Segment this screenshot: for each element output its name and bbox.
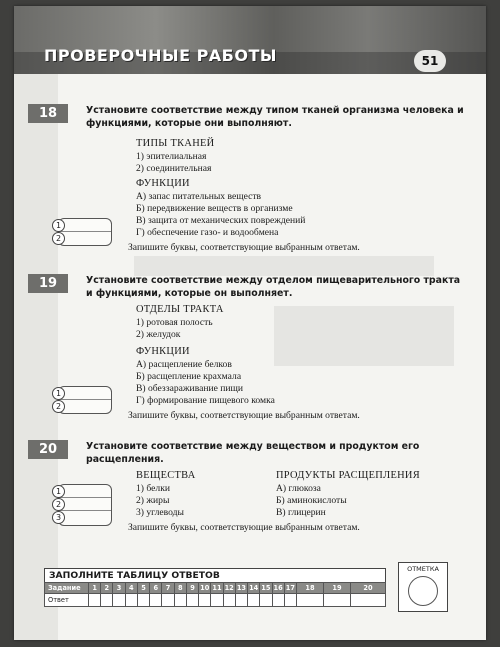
answer-line[interactable] bbox=[59, 498, 111, 511]
page-title: ПРОВЕРОЧНЫЕ РАБОТЫ bbox=[44, 46, 277, 65]
grade-box[interactable] bbox=[398, 562, 448, 612]
q18-left-column bbox=[136, 138, 214, 175]
answer-row-label: Ответ bbox=[45, 594, 89, 607]
answer-cell[interactable] bbox=[324, 594, 351, 607]
answer-cell[interactable] bbox=[297, 594, 324, 607]
task-cell: 1 bbox=[89, 583, 101, 594]
answer-cell[interactable] bbox=[260, 594, 272, 607]
q19-right-column bbox=[136, 346, 275, 407]
q18-right-column bbox=[136, 178, 305, 239]
answer-cell[interactable] bbox=[211, 594, 223, 607]
answer-cell[interactable] bbox=[174, 594, 186, 607]
answer-cell[interactable] bbox=[150, 594, 162, 607]
q19-right-item: А) расщепление белков bbox=[136, 359, 232, 370]
answer-number-2: 2 bbox=[52, 498, 65, 511]
answer-box-18[interactable] bbox=[58, 218, 112, 246]
answer-box-20[interactable] bbox=[58, 484, 112, 526]
q18-right-item: Г) обеспечение газо- и водообмена bbox=[136, 227, 279, 238]
answer-cell[interactable] bbox=[235, 594, 247, 607]
task-cell: 5 bbox=[137, 583, 149, 594]
task-cell: 15 bbox=[261, 584, 271, 592]
show-through bbox=[134, 256, 434, 276]
task-cell: 3 bbox=[113, 583, 125, 594]
q20-right-item: А) глюкоза bbox=[276, 483, 321, 494]
question-text-18: Установите соответствие между типом тканей организма человека и функциями, которые они выполняют. bbox=[86, 105, 464, 129]
answer-line[interactable] bbox=[59, 232, 111, 244]
q20-right-item: Б) аминокислоты bbox=[276, 495, 347, 506]
answer-cell[interactable] bbox=[137, 594, 149, 607]
q18-right-item: А) запас питательных веществ bbox=[136, 191, 262, 202]
answer-cell[interactable] bbox=[351, 594, 386, 607]
answer-cell[interactable] bbox=[162, 594, 174, 607]
q20-left-item: 1) белки bbox=[136, 483, 170, 494]
q19-left-column bbox=[136, 304, 224, 341]
task-row-label: Задание bbox=[45, 583, 89, 594]
answer-number-1: 1 bbox=[52, 485, 65, 498]
grade-label: ОТМЕТКА bbox=[407, 565, 439, 573]
task-cell: 16 bbox=[273, 584, 283, 592]
q19-right-item: Б) расщепление крахмала bbox=[136, 371, 242, 382]
q18-left-item: 1) эпителиальная bbox=[136, 151, 207, 162]
answer-box-19[interactable] bbox=[58, 386, 112, 414]
task-cell: 4 bbox=[125, 583, 137, 594]
q20-right-column bbox=[276, 470, 420, 519]
page-number: 51 bbox=[414, 50, 446, 72]
answer-cell[interactable] bbox=[272, 594, 284, 607]
q19-right-item: Г) формирование пищевого комка bbox=[136, 395, 275, 406]
task-cell: 12 bbox=[224, 584, 234, 592]
q20-left-column bbox=[136, 470, 196, 519]
answer-cell[interactable] bbox=[248, 594, 260, 607]
q19-right-item: В) обеззараживание пищи bbox=[136, 383, 244, 394]
task-cell: 19 bbox=[324, 583, 351, 594]
q19-instruction: Запишите буквы, соответствующие выбранным ответам. bbox=[128, 410, 360, 421]
answer-number-1: 1 bbox=[52, 219, 65, 232]
q18-right-head: ФУНКЦИИ bbox=[136, 178, 190, 189]
answer-row bbox=[45, 594, 386, 607]
answer-number-2: 2 bbox=[52, 232, 65, 245]
answer-cell[interactable] bbox=[125, 594, 137, 607]
question-text-20: Установите соответствие между веществом и продуктом его расщепления. bbox=[86, 441, 420, 465]
q20-right-item: В) глицерин bbox=[276, 507, 326, 518]
task-cell: 17 bbox=[285, 584, 295, 592]
grade-circle[interactable] bbox=[408, 576, 438, 606]
q18-right-item: В) защита от механических повреждений bbox=[136, 215, 306, 226]
workbook-page bbox=[14, 6, 486, 640]
answer-cell[interactable] bbox=[223, 594, 235, 607]
answer-number-1: 1 bbox=[52, 387, 65, 400]
answer-line[interactable] bbox=[59, 219, 111, 232]
q20-instruction: Запишите буквы, соответствующие выбранным ответам. bbox=[128, 522, 360, 533]
answer-table bbox=[44, 568, 386, 607]
q20-left-item: 2) жиры bbox=[136, 495, 170, 506]
question-number-20: 20 bbox=[28, 440, 68, 459]
task-cell: 9 bbox=[186, 583, 198, 594]
task-cell: 13 bbox=[236, 584, 247, 592]
task-row bbox=[45, 583, 386, 594]
answer-cell[interactable] bbox=[89, 594, 101, 607]
task-cell: 18 bbox=[297, 583, 324, 594]
q19-right-head: ФУНКЦИИ bbox=[136, 346, 190, 357]
answer-table-title: ЗАПОЛНИТЕ ТАБЛИЦУ ОТВЕТОВ bbox=[44, 568, 386, 582]
q18-left-item: 2) соединительная bbox=[136, 163, 212, 174]
task-cell: 8 bbox=[174, 583, 186, 594]
answer-line[interactable] bbox=[59, 511, 111, 523]
q20-right-head: ПРОДУКТЫ РАСЩЕПЛЕНИЯ bbox=[276, 470, 420, 481]
task-cell: 11 bbox=[212, 584, 222, 592]
q19-left-item: 2) желудок bbox=[136, 329, 181, 340]
answer-cell[interactable] bbox=[113, 594, 125, 607]
question-number-19: 19 bbox=[28, 274, 68, 293]
q20-left-item: 3) углеводы bbox=[136, 507, 184, 518]
task-cell: 14 bbox=[249, 584, 259, 592]
answer-line[interactable] bbox=[59, 387, 111, 400]
question-text-19: Установите соответствие между отделом пищеварительного тракта и функциями, которые он выполняет. bbox=[86, 275, 461, 299]
side-strip bbox=[14, 74, 58, 640]
answer-cell[interactable] bbox=[101, 594, 113, 607]
q18-left-head: ТИПЫ ТКАНЕЙ bbox=[136, 138, 215, 149]
q19-left-head: ОТДЕЛЫ ТРАКТА bbox=[136, 304, 224, 315]
task-cell: 20 bbox=[351, 583, 386, 594]
question-number-18: 18 bbox=[28, 104, 68, 123]
answer-number-3: 3 bbox=[52, 511, 65, 524]
q18-instruction: Запишите буквы, соответствующие выбранным ответам. bbox=[128, 242, 360, 253]
page-header bbox=[14, 6, 486, 74]
task-cell: 6 bbox=[150, 583, 162, 594]
q19-left-item: 1) ротовая полость bbox=[136, 317, 213, 328]
show-through bbox=[274, 306, 454, 366]
answer-cell[interactable] bbox=[284, 594, 296, 607]
answer-number-2: 2 bbox=[52, 400, 65, 413]
task-cell: 7 bbox=[162, 583, 174, 594]
q18-right-item: Б) передвижение веществ в организме bbox=[136, 203, 293, 214]
task-cell: 2 bbox=[101, 583, 113, 594]
answer-grid bbox=[44, 582, 386, 607]
answer-cell[interactable] bbox=[199, 594, 211, 607]
task-cell: 10 bbox=[200, 584, 210, 592]
answer-cell[interactable] bbox=[186, 594, 198, 607]
answer-line[interactable] bbox=[59, 485, 111, 498]
answer-line[interactable] bbox=[59, 400, 111, 412]
q20-left-head: ВЕЩЕСТВА bbox=[136, 470, 196, 481]
